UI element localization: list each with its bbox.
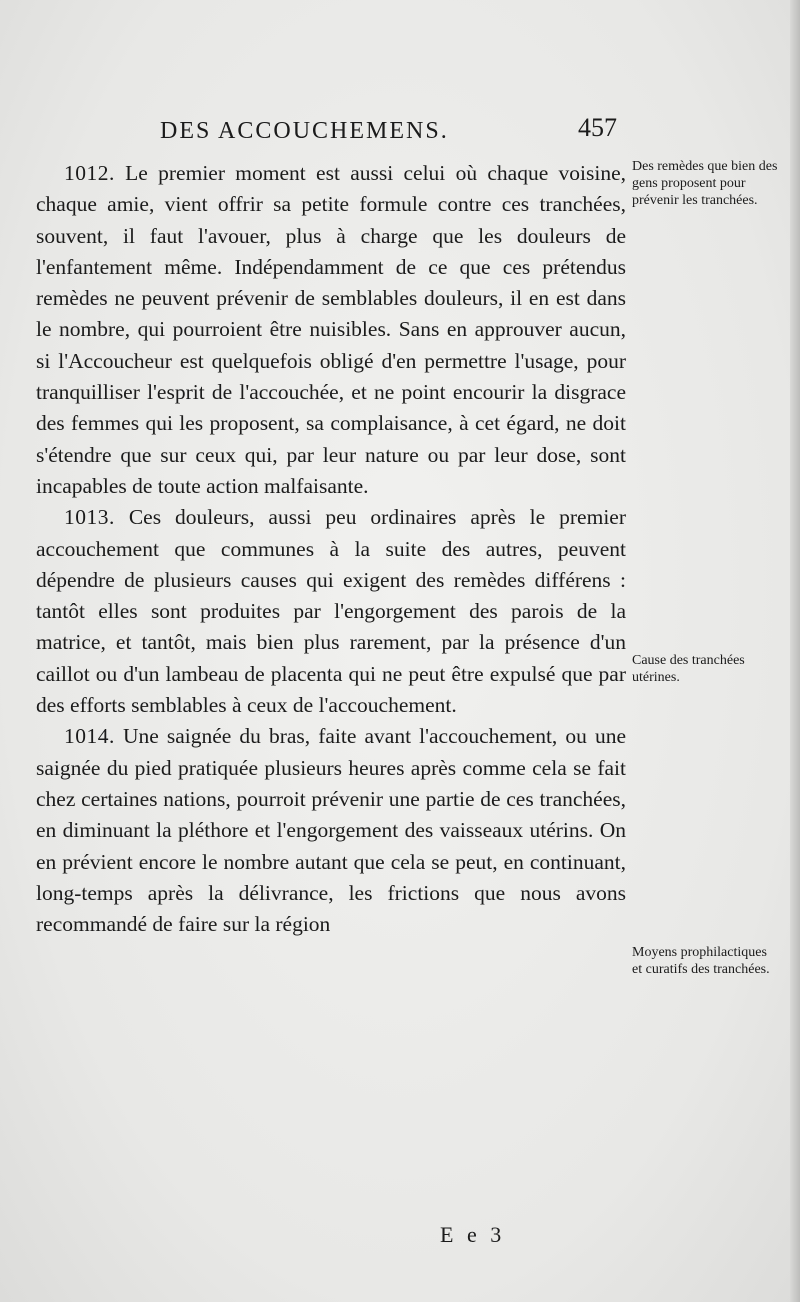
paragraph-text: Le premier moment est aussi celui où chaque voisine, chaque amie, vient offrir sa petite formule contre ces tranchées, souvent, il faut l'avouer, plus à charge que les douleurs de l'enfantement même. Indépendamment de ce que ces prétendus remèdes ne peuvent prévenir de semblables douleurs, il en est dans le nombre, qui pourroient être nuisibles. Sans en approuver aucun, si l'Accoucheur est quelquefois obligé d'en permettre l'usage, pour tranquilliser l'esprit de l'accouchée, et ne point encourir la disgrace des femmes qui les proposent, sa complaisance, à cet égard, ne doit s'étendre que sur ceux qui, par leur nature ou par leur dose, sont incapables de toute action malfaisante. (36, 161, 627, 498)
main-text (36, 158, 626, 940)
paragraph-1013 (36, 502, 626, 721)
paragraph-number: 1013. (64, 505, 115, 530)
paragraph-1012 (36, 158, 626, 502)
margin-note-moyens: Moyens prophilactiques et curatifs des tranchées. (632, 945, 770, 977)
signature-mark: E e 3 (440, 1222, 506, 1247)
paragraph-1014 (36, 721, 626, 940)
paragraph-number: 1014. (64, 724, 115, 749)
paragraph-text: Une saignée du bras, faite avant l'accouchement, ou une saignée du pied pratiquée plusieurs heures après comme cela se fait chez certaines nations, pourroit prévenir une partie de ces tranchées, en diminuant la pléthore et l'engorgement des vaisseaux utérins. On en prévient encore le nombre autant que cela se peut, en continuant, long-temps après la délivrance, les frictions que nous avons recommandé de faire sur la région (36, 724, 627, 937)
margin-note-remedes: Des remèdes que bien des gens proposent pour prévenir les tranchées. (632, 159, 778, 208)
paragraph-text: Ces douleurs, aussi peu ordinaires après le premier accouchement que communes à la suite des autres, peuvent dépendre de plusieurs causes qui exigent des remèdes différens : tantôt elles sont produites par l'engorgement des parois de la matrice, et tantôt, mais bien plus rarement, par la présence d'un caillot ou d'un lambeau de placenta qui ne peut être expulsé que par des efforts semblables à ceux de l'accouchement. (36, 505, 626, 718)
page-number: 457 (578, 113, 617, 142)
margin-note-cause: Cause des tranchées utérines. (632, 653, 745, 685)
page-edge (790, 0, 800, 1302)
paragraph-number: 1012. (64, 161, 115, 185)
running-head: DES ACCOUCHEMENS. (160, 118, 449, 144)
